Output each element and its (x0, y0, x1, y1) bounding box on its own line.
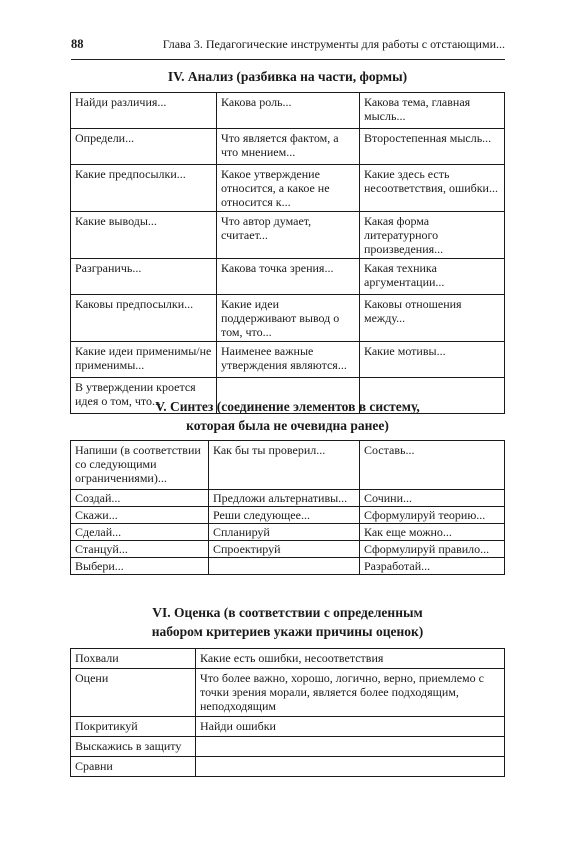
synthesis-table (70, 440, 505, 575)
table-cell: Какие предпосылки... (71, 165, 217, 212)
table-row (71, 669, 505, 717)
table-row (71, 165, 505, 212)
table-row (71, 541, 505, 558)
table-cell: Спланируй (209, 524, 360, 541)
table-cell: Как бы ты проверил... (209, 441, 360, 490)
table-cell: Определи... (71, 129, 217, 165)
analysis-table (70, 92, 505, 414)
table-row (71, 212, 505, 259)
table-cell: Какие мотивы... (360, 342, 505, 378)
table-row (71, 490, 505, 507)
table-cell: Реши следующее... (209, 507, 360, 524)
table-cell: Разграничь... (71, 259, 217, 295)
table-cell: Сравни (71, 757, 196, 777)
table-cell: Сочини... (360, 490, 505, 507)
table-cell: Покритикуй (71, 717, 196, 737)
table-cell: Сделай... (71, 524, 209, 541)
table-row (71, 524, 505, 541)
table-cell: Какие идеи поддерживают вывод о том, что... (217, 295, 360, 342)
table-cell: Выскажись в защиту (71, 737, 196, 757)
table-cell: Какие выводы... (71, 212, 217, 259)
page-number: 88 (71, 37, 84, 51)
table-cell (209, 558, 360, 575)
page-header (71, 37, 505, 55)
table-cell: Спроектируй (209, 541, 360, 558)
table-cell: Создай... (71, 490, 209, 507)
table-cell: Как еще можно... (360, 524, 505, 541)
table-cell: Какова точка зрения... (217, 259, 360, 295)
table-cell (196, 737, 505, 757)
table-cell: В утверждении кроется идея о том, что... (71, 378, 217, 414)
running-head: Глава 3. Педагогические инструменты для работы с отстающими... (162, 37, 505, 51)
table-cell: Что является фактом, а что мнением... (217, 129, 360, 165)
table-cell: Каковы отношения между... (360, 295, 505, 342)
table-cell: Оцени (71, 669, 196, 717)
table-row (71, 649, 505, 669)
table-row (71, 129, 505, 165)
table-row (71, 717, 505, 737)
table-cell: Каковы предпосылки... (71, 295, 217, 342)
table-cell: Похвали (71, 649, 196, 669)
table-cell: Выбери... (71, 558, 209, 575)
table-cell: Наименее важные утверждения являются... (217, 342, 360, 378)
table-cell: Разработай... (360, 558, 505, 575)
table-cell: Предложи альтернативы... (209, 490, 360, 507)
table-row (71, 558, 505, 575)
table-cell: Напиши (в соответствии со следующими ограничениями)... (71, 441, 209, 490)
section-title-line: V. Синтез (соединение элементов в систему, (155, 399, 420, 414)
section-title-synthesis (60, 397, 515, 435)
table-cell: Сформулируй правило... (360, 541, 505, 558)
table-cell: Скажи... (71, 507, 209, 524)
table-row (71, 259, 505, 295)
section-title-analysis: IV. Анализ (разбивка на части, формы) (167, 69, 408, 84)
table-row (71, 757, 505, 777)
table-cell: Найди ошибки (196, 717, 505, 737)
table-row (71, 507, 505, 524)
table-row (71, 342, 505, 378)
table-cell: Какие здесь есть несоответствия, ошибки... (360, 165, 505, 212)
section-title-evaluation (60, 603, 515, 641)
header-rule (71, 59, 505, 60)
table-cell: Какая техника аргументации... (360, 259, 505, 295)
section-title-line: VI. Оценка (в соответствии с определенным (152, 605, 423, 620)
table-row (71, 737, 505, 757)
table-cell: Станцуй... (71, 541, 209, 558)
table-cell (196, 757, 505, 777)
table-cell: Что более важно, хорошо, логично, верно, приемлемо с точки зрения морали, является более подходящим, неподходящим (196, 669, 505, 717)
table-cell: Какие есть ошибки, несоответствия (196, 649, 505, 669)
table-row (71, 441, 505, 490)
evaluation-table (70, 648, 505, 777)
table-cell: Какова тема, главная мысль... (360, 93, 505, 129)
table-row (71, 295, 505, 342)
section-title-line: набором критериев укажи причины оценок) (151, 624, 424, 639)
table-cell: Найди различия... (71, 93, 217, 129)
table-cell: Второстепенная мысль... (360, 129, 505, 165)
section-title-line: которая была не очевидна ранее) (186, 418, 389, 433)
table-cell: Что автор думает, считает... (217, 212, 360, 259)
table-row (71, 93, 505, 129)
table-cell: Какова роль... (217, 93, 360, 129)
table-cell: Составь... (360, 441, 505, 490)
table-cell: Сформулируй теорию... (360, 507, 505, 524)
table-cell: Какая форма литературного произведения... (360, 212, 505, 259)
table-cell: Какие идеи применимы/не применимы... (71, 342, 217, 378)
table-cell: Какое утверждение относится, а какое не относится к... (217, 165, 360, 212)
